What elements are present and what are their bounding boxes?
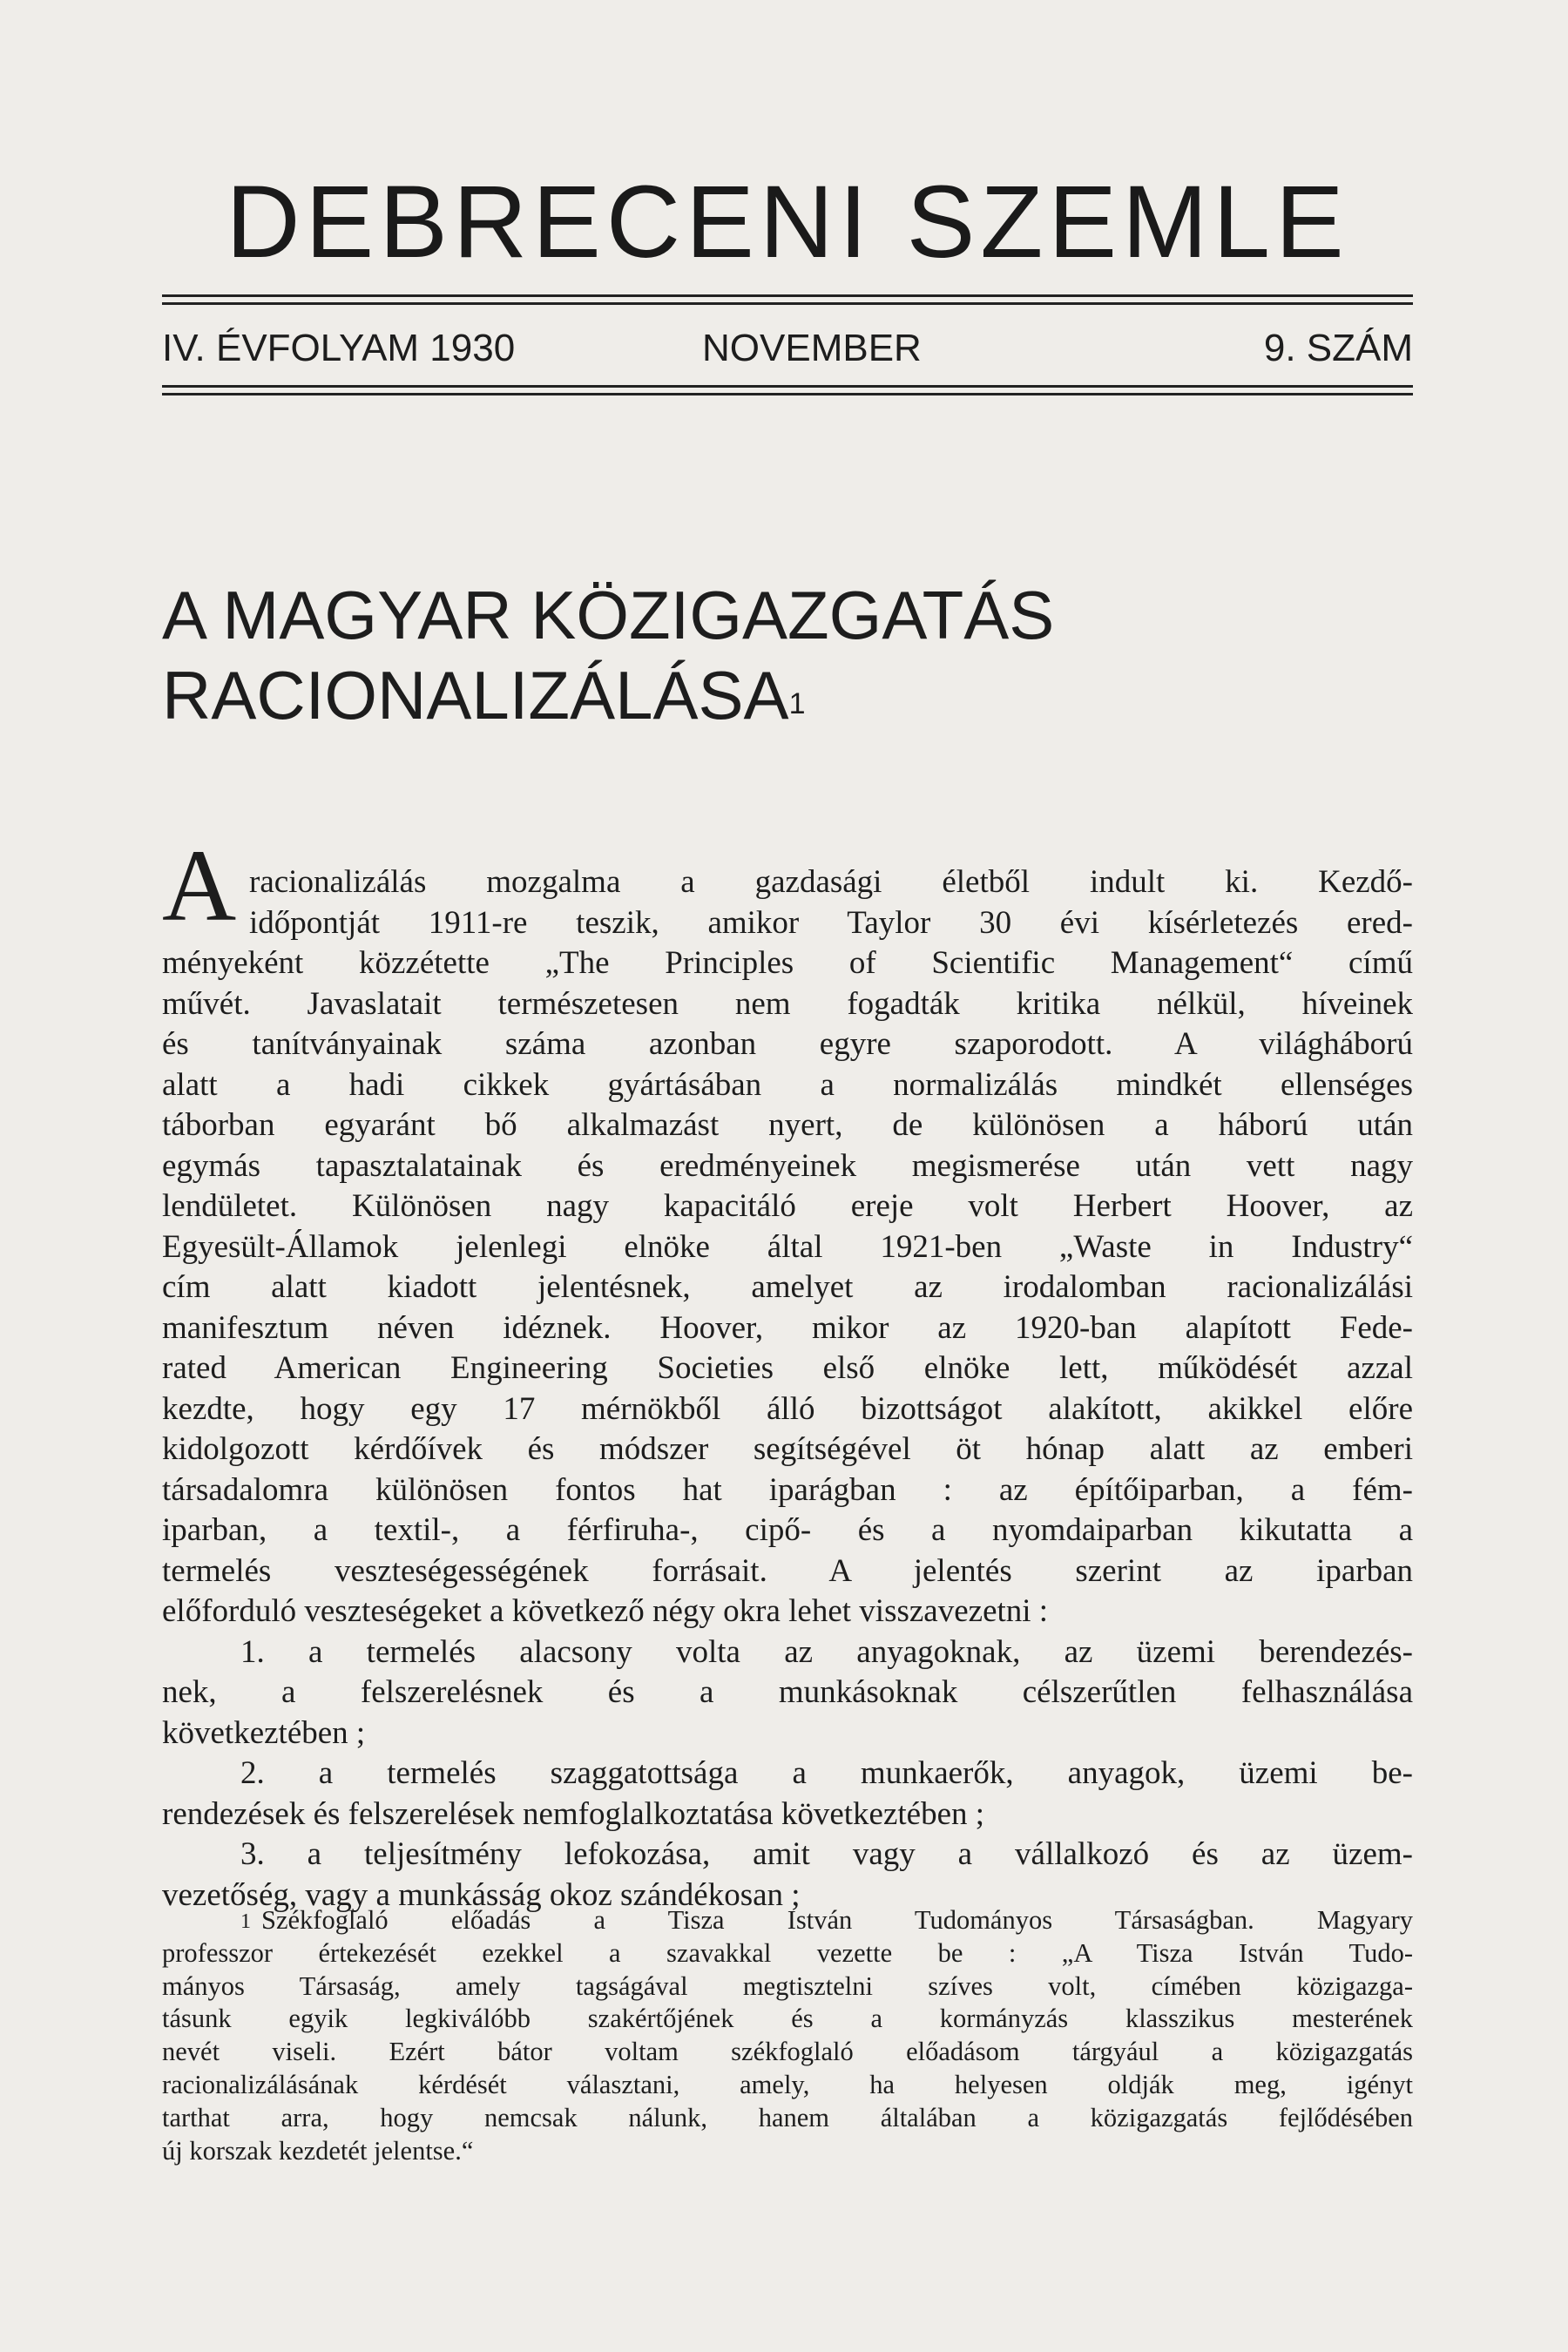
drop-cap: A bbox=[162, 828, 237, 943]
article-title-line-2 bbox=[162, 655, 1382, 735]
journal-title: DEBRECENI SZEMLE bbox=[226, 165, 1349, 280]
footnote-mark: 1 bbox=[240, 1910, 251, 1933]
body-line: társadalomra különösen fontos hat iparágban : az építőiparban, a fém- bbox=[162, 1471, 1413, 1508]
body-line: egymás tapasztalatainak és eredményeinek megismerése után vett nagy bbox=[162, 1147, 1413, 1184]
body-line: előforduló veszteségeket a következő négy okra lehet visszavezetni : bbox=[162, 1593, 1049, 1629]
body-line: művét. Javaslatait természetesen nem fogadták kritika nélkül, híveinek bbox=[162, 985, 1413, 1022]
body-line: időpontját 1911-re teszik, amikor Taylor 30 évi kísérletezés ered- bbox=[249, 904, 1413, 941]
body-line: rated American Engineering Societies első elnöke lett, működését azzal bbox=[162, 1350, 1413, 1386]
masthead-rule-bottom-2 bbox=[162, 393, 1413, 395]
footnote-line: nevét viseli. Ezért bátor voltam székfoglaló előadásom tárgyául a közigazgatás bbox=[162, 2037, 1413, 2067]
footnote-text: Székfoglaló előadás a Tisza István Tudományos Társaságban. Magyary bbox=[261, 1905, 1413, 1935]
list-item-2-line: rendezések és felszerelések nemfoglalkoztatása következtében ; bbox=[162, 1795, 985, 1832]
list-item-3-line: 3. a teljesítmény lefokozása, amit vagy a vállalkozó és az üzem- bbox=[240, 1836, 1413, 1872]
volume-year: IV. ÉVFOLYAM 1930 bbox=[162, 327, 516, 369]
body-line: racionalizálás mozgalma a gazdasági életből indult ki. Kezdő- bbox=[249, 864, 1413, 900]
body-line: ményeként közzétette „The Principles of Scientific Management“ című bbox=[162, 945, 1413, 981]
footnote-line: racionalizálásának kérdését választani, amely, ha helyesen oldják meg, igényt bbox=[162, 2069, 1413, 2099]
masthead-rule-bottom bbox=[162, 385, 1413, 388]
masthead-rule-top bbox=[162, 294, 1413, 297]
list-item-1-line: nek, a felszerelésnek és a munkásoknak célszerűtlen felhasználása bbox=[162, 1674, 1413, 1710]
body-line: iparban, a textil-, a férfiruha-, cipő- és a nyomdaiparban kikutatta a bbox=[162, 1512, 1413, 1548]
list-item-1-line: következtében ; bbox=[162, 1714, 366, 1751]
body-line: kidolgozott kérdőívek és módszer segítségével öt hónap alatt az emberi bbox=[162, 1431, 1413, 1467]
article-title-text-2: RACIONALIZÁLÁSA bbox=[162, 657, 789, 733]
footnote-line: mányos Társaság, amely tagságával megtisztelni szíves volt, címében közigazga- bbox=[162, 1970, 1413, 2001]
body-line: cím alatt kiadott jelentésnek, amelyet az irodalomban racionalizálási bbox=[162, 1269, 1413, 1305]
body-line: táborban egyaránt bő alkalmazást nyert, de különösen a háború után bbox=[162, 1107, 1413, 1143]
article-body bbox=[162, 862, 1413, 1916]
title-footnote-mark: 1 bbox=[788, 687, 806, 720]
footnote-line: professzor értekezését ezekkel a szavakkal vezette be : „A Tisza István Tudo- bbox=[162, 1937, 1413, 1968]
masthead-rule-top-2 bbox=[162, 302, 1413, 305]
footnote bbox=[162, 1904, 1413, 2167]
body-line: termelés veszteségességének forrásait. A jelentés szerint az iparban bbox=[162, 1552, 1413, 1589]
footnote-line: tásunk egyik legkiválóbb szakértőjének és a kormányzás klasszikus mesterének bbox=[162, 2004, 1413, 2034]
body-line: manifesztum néven idéznek. Hoover, mikor az 1920-ban alapított Fede- bbox=[162, 1309, 1413, 1346]
footnote-line: tarthat arra, hogy nemcsak nálunk, hanem általában a közigazgatás fejlődésében bbox=[162, 2102, 1413, 2132]
issue-number: 9. SZÁM bbox=[1263, 327, 1413, 369]
article-title-line-1: A MAGYAR KÖZIGAZGATÁS bbox=[162, 577, 1055, 653]
issue-month: NOVEMBER bbox=[702, 327, 922, 369]
body-line: és tanítványainak száma azonban egyre szaporodott. A világháború bbox=[162, 1026, 1413, 1062]
list-item-2-line: 2. a termelés szaggatottsága a munkaerők, anyagok, üzemi be- bbox=[240, 1755, 1413, 1791]
body-line: alatt a hadi cikkek gyártásában a normalizálás mindkét ellenséges bbox=[162, 1066, 1413, 1103]
body-line: lendületet. Különösen nagy kapacitáló ereje volt Herbert Hoover, az bbox=[162, 1188, 1413, 1224]
list-item-3-line: vezetőség, vagy a munkásság okoz szándékosan ; bbox=[162, 1876, 801, 1913]
body-line: kezdte, hogy egy 17 mérnökből álló bizottságot alakított, akikkel előre bbox=[162, 1390, 1413, 1427]
issue-line bbox=[162, 322, 1413, 375]
body-line: Egyesült-Államok jelenlegi elnöke által 1921-ben „Waste in Industry“ bbox=[162, 1228, 1413, 1265]
article-title bbox=[162, 575, 1382, 735]
list-item-1-line: 1. a termelés alacsony volta az anyagoknak, az üzemi berendezés- bbox=[240, 1633, 1413, 1670]
footnote-line: új korszak kezdetét jelentse.“ bbox=[162, 2135, 474, 2166]
footnote-line bbox=[162, 1904, 1413, 1937]
